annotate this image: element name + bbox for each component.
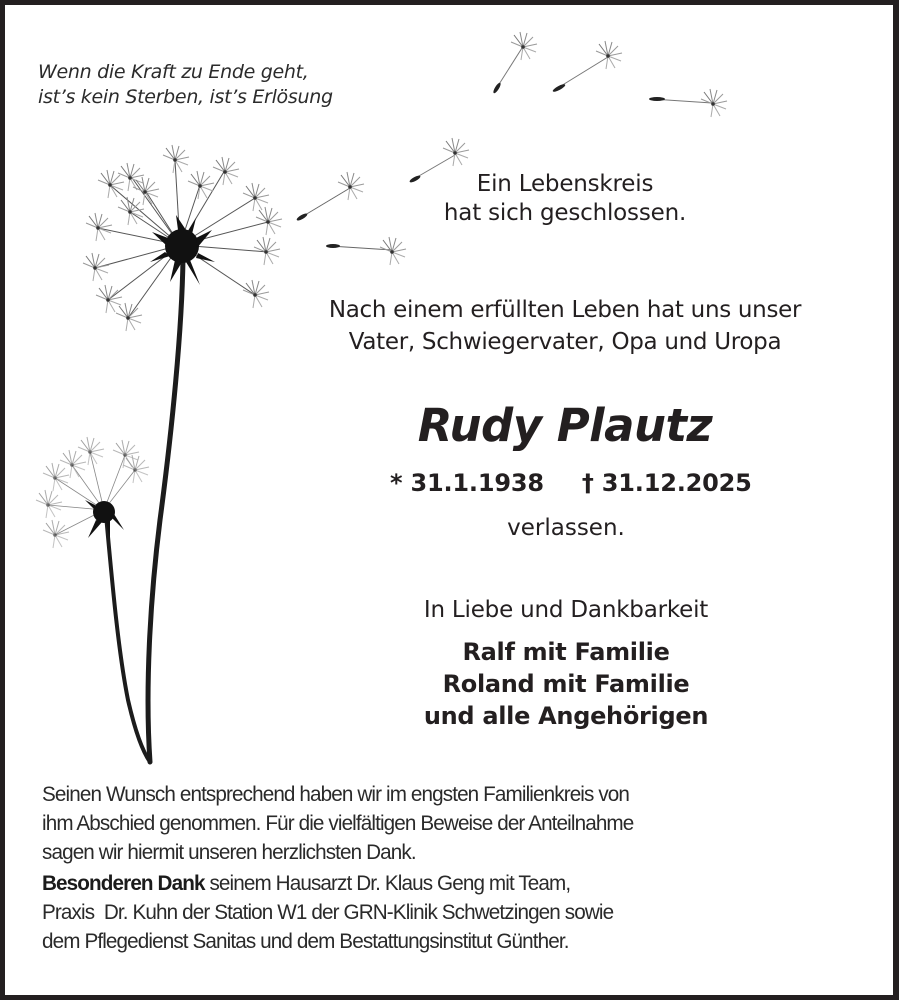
intro-text xyxy=(270,294,860,358)
thanks-line-1: Seinen Wunsch entsprechend haben wir im engsten Familienkreis von xyxy=(42,783,630,806)
quote-line-2: ist’s kein Sterben, ist’s Erlösung xyxy=(38,86,333,108)
intro-line-2: Vater, Schwiegervater, Opa und Uropa xyxy=(348,329,782,355)
life-circle-line-2: hat sich geschlossen. xyxy=(443,200,687,226)
birth-date: * 31.1.1938 xyxy=(390,469,544,497)
special-thanks-lead: Besonderen Dank xyxy=(42,872,205,895)
mourner: und alle Angehörigen xyxy=(423,702,709,730)
special-thanks-line-2: Praxis Dr. Kuhn der Station W1 der GRN-Klinik Schwetzingen sowie xyxy=(42,901,614,924)
verb-text: verlassen. xyxy=(507,515,625,541)
thanks-line-2: ihm Abschied genommen. Für die vielfältigen Beweise der Anteilnahme xyxy=(42,812,634,835)
thanks-text xyxy=(42,780,633,956)
deceased-name: Rudy Plautz xyxy=(417,399,713,452)
special-thanks-line-1 xyxy=(42,869,633,898)
special-thanks-rest: seinem Hausarzt Dr. Klaus Geng mit Team, xyxy=(204,872,571,895)
mourners-list xyxy=(380,636,752,732)
quote-line-1: Wenn die Kraft zu Ende geht, xyxy=(38,61,309,83)
special-thanks-line-3: dem Pflegedienst Sanitas und dem Bestattungsinstitut Günther. xyxy=(42,930,569,953)
intro-line-1: Nach einem erfüllten Leben hat uns unser xyxy=(328,297,802,323)
mourner: Roland mit Familie xyxy=(442,670,690,698)
death-date: † 31.12.2025 xyxy=(581,469,752,497)
life-dates xyxy=(390,468,752,498)
quote xyxy=(38,60,333,110)
mourner: Ralf mit Familie xyxy=(462,638,670,666)
life-circle-line-1: Ein Lebenskreis xyxy=(476,171,654,197)
thanks-line-3: sagen wir hiermit unseren herzlichsten Dank. xyxy=(42,841,416,864)
sign-off: In Liebe und Dankbarkeit xyxy=(423,597,709,623)
life-circle-text xyxy=(400,170,730,228)
